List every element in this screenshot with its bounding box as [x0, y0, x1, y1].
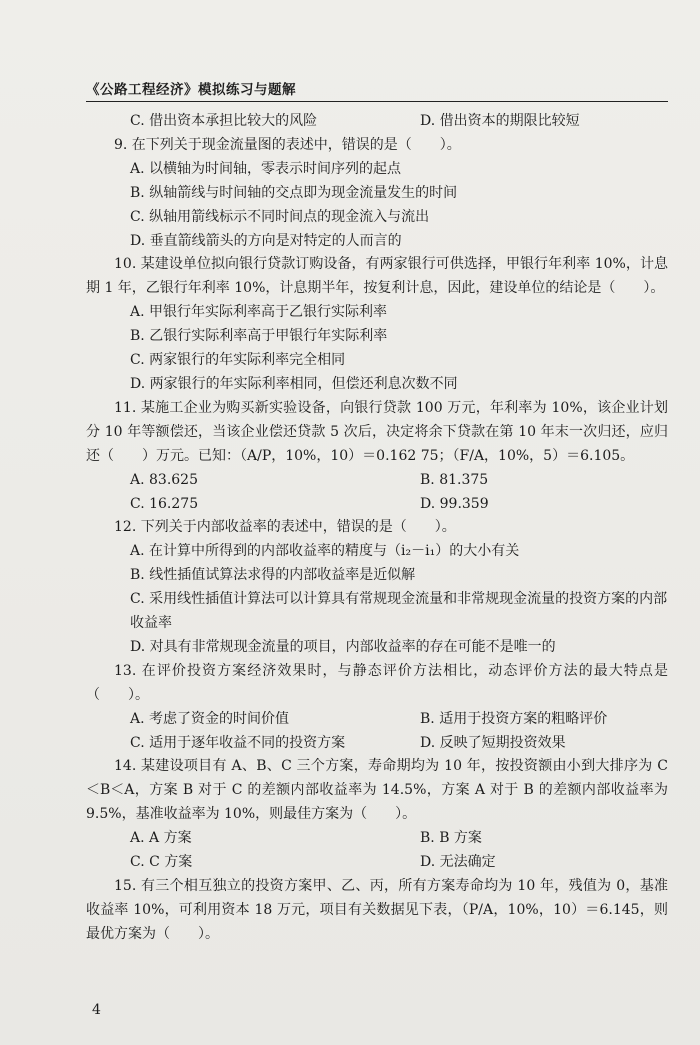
q9-option-d: D. 垂直箭线箭头的方向是对特定的人而言的 [130, 232, 402, 249]
q9-option-b: B. 纵轴箭线与时间轴的交点即为现金流量发生的时间 [130, 184, 458, 201]
header-rule [86, 101, 668, 102]
q14-option-b: B. B 方案 [420, 830, 482, 847]
page-number: 4 [92, 1002, 101, 1018]
q11-option-c: C. 16.275 [130, 495, 199, 512]
q14-option-d: D. 无法确定 [420, 854, 496, 871]
q11-stem: 11. 某施工企业为购买新实验设备，向银行贷款 100 万元，年利率为 10%，该企业计划分 10 年等额偿还，当该企业偿还贷款 5 次后，决定将余下贷款在第 10 年末一次归还，应归还（ ）万元。已知：（A/P，10%，10）＝0.162 75；（F/A，10%，5）＝6.105。 [86, 399, 668, 464]
q9-stem: 9. 在下列关于现金流量图的表述中，错误的是（ ）。 [114, 136, 461, 153]
q12-option-b: B. 线性插值试算法求得的内部收益率是近似解 [130, 567, 416, 584]
q14-option-c: C. C 方案 [130, 854, 193, 871]
q13-options-row-2 [86, 732, 668, 756]
page-content [86, 110, 668, 947]
q12-option-d: D. 对具有非常规现金流量的项目，内部收益率的存在可能不是唯一的 [130, 638, 556, 655]
q12-stem: 12. 下列关于内部收益率的表述中，错误的是（ ）。 [114, 519, 456, 536]
q10-option-c: C. 两家银行的年实际利率完全相同 [130, 352, 346, 369]
q14-options-row-2 [86, 851, 668, 875]
q13-option-c: C. 适用于逐年收益不同的投资方案 [130, 734, 346, 751]
q12-option-a: A. 在计算中所得到的内部收益率的精度与（i₂－i₁）的大小有关 [130, 543, 520, 560]
q11-options-row-1 [86, 469, 668, 493]
q10-option-b: B. 乙银行实际利率高于甲银行年实际利率 [130, 328, 388, 345]
q11-option-a: A. 83.625 [130, 471, 198, 488]
q10-option-d: D. 两家银行的年实际利率相同，但偿还利息次数不同 [130, 375, 458, 392]
q10-stem: 10. 某建设单位拟向银行贷款订购设备，有两家银行可供选择，甲银行年利率 10%，计息期 1 年，乙银行年利率 10%，计息期半年，按复利计息，因此，建设单位的结论是（ ）。 [86, 256, 668, 297]
q14-options-row-1 [86, 827, 668, 851]
q15-stem: 15. 有三个相互独立的投资方案甲、乙、丙，所有方案寿命均为 10 年，残值为 0，基准收益率 10%，可利用资本 18 万元，项目有关数据见下表，（P/A，10%，10）＝6.145，则最优方案为（ ）。 [86, 878, 668, 942]
q11-option-b: B. 81.375 [420, 471, 489, 488]
q14-stem: 14. 某建设项目有 A、B、C 三个方案，寿命期均为 10 年，按投资额由小到大排序为 C＜B＜A，方案 B 对于 C 的差额内部收益率为 14.5%，方案 A 对于 B 的差额内部收益率为 9.5%，基准收益率为 10%，则最佳方案为（ ）。 [86, 758, 668, 823]
q8-option-d: D. 借出资本的期限比较短 [420, 113, 580, 129]
q11-options-row-2 [86, 493, 668, 517]
q14-option-a: A. A 方案 [130, 830, 192, 847]
q13-options-row-1 [86, 708, 668, 732]
q9-option-c: C. 纵轴用箭线标示不同时间点的现金流入与流出 [130, 208, 430, 225]
q9-option-a: A. 以横轴为时间轴，零表示时间序列的起点 [130, 160, 402, 177]
q13-option-d: D. 反映了短期投资效果 [420, 734, 566, 751]
q11-option-d: D. 99.359 [420, 495, 489, 512]
q12-option-c: C. 采用线性插值计算法可以计算具有常规现金流量和非常规现金流量的投资方案的内部收益率 [130, 591, 668, 632]
q13-stem: 13. 在评价投资方案经济效果时，与静态评价方法相比，动态评价方法的最大特点是（ ）。 [86, 662, 668, 703]
q13-option-a: A. 考虑了资金的时间价值 [130, 710, 290, 727]
q13-option-b: B. 适用于投资方案的粗略评价 [420, 710, 608, 727]
running-header: 《公路工程经济》模拟练习与题解 [86, 82, 296, 98]
q8-option-c: C. 借出资本承担比较大的风险 [130, 113, 318, 129]
q8-options-row [86, 110, 668, 134]
q10-option-a: A. 甲银行年实际利率高于乙银行实际利率 [130, 304, 388, 321]
